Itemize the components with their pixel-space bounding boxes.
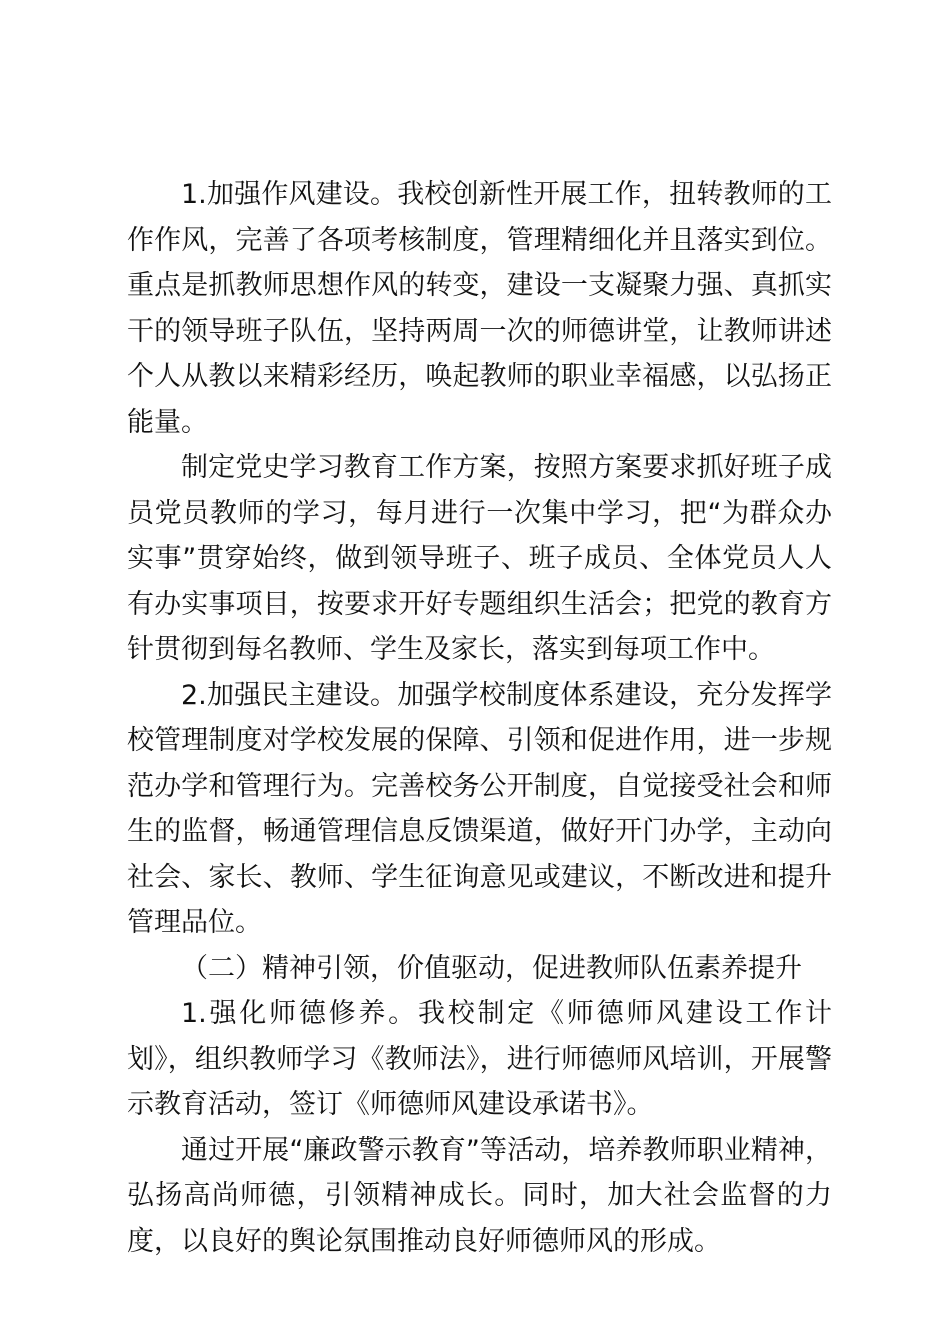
paragraph-party-history: 制定党史学习教育工作方案，按照方案要求抓好班子成员党员教师的学习，每月进行一次集中学习，把“为群众办实事”贯穿始终，做到领导班子、班子成员、全体党员人人有办实事项目，按要求开好专题组织生活会；把党的教育方针贯彻到每名教师、学生及家长，落实到每项工作中。 <box>127 452 832 665</box>
paragraph-integrity: 通过开展“廉政警示教育”等活动，培养教师职业精神，弘扬高尚师德，引领精神成长。同时，加大社会监督的力度，以良好的舆论氛围推动良好师德师风的形成。 <box>127 1134 832 1257</box>
document-body <box>127 172 832 1264</box>
paragraph-democracy: 2.加强民主建设。加强学校制度体系建设，充分发挥学校管理制度对学校发展的保障、引领和促进作用，进一步规范办学和管理行为。完善校务公开制度，自觉接受社会和师生的监督，畅通管理信息反馈渠道，做好开门办学，主动向社会、家长、教师、学生征询意见或建议，不断改进和提升管理品位。 <box>127 679 832 938</box>
paragraph-ethics: 1.强化师德修养。我校制定《师德师风建设工作计划》，组织教师学习《教师法》，进行师德师风培训，开展警示教育活动，签订《师德师风建设承诺书》。 <box>127 998 832 1120</box>
section-heading-spirit: （二）精神引领，价值驱动，促进教师队伍素养提升 <box>181 952 802 984</box>
paragraph-work-style: 1.加强作风建设。我校创新性开展工作，扭转教师的工作作风，完善了各项考核制度，管理精细化并且落实到位。重点是抓教师思想作风的转变，建设一支凝聚力强、真抓实干的领导班子队伍，坚持两周一次的师德讲堂，让教师讲述个人从教以来精彩经历，唤起教师的职业幸福感，以弘扬正能量。 <box>127 179 832 438</box>
